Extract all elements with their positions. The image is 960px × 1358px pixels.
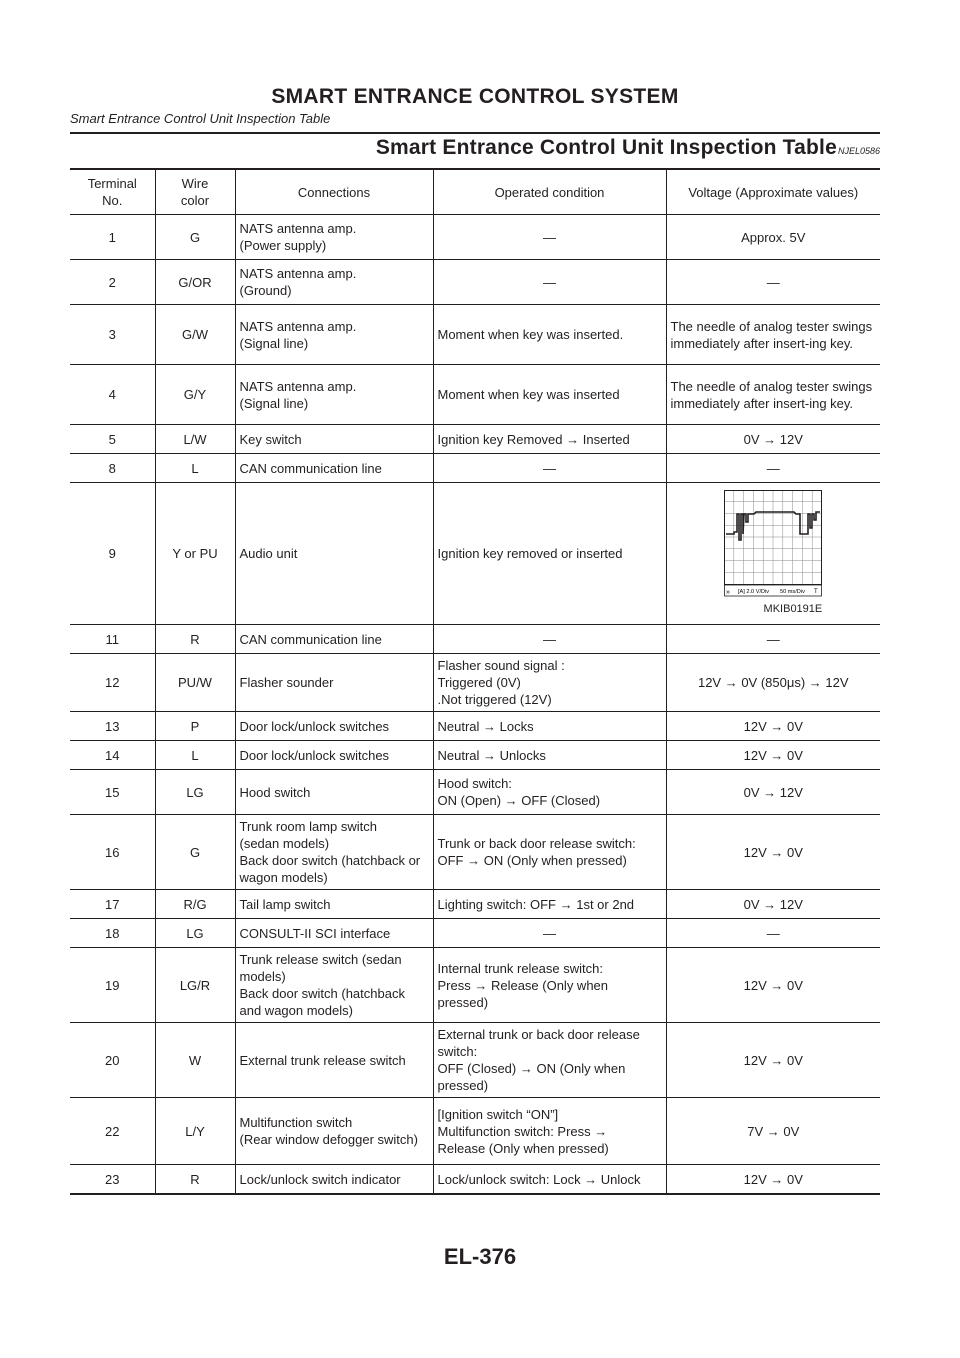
wire-color-cell: L [155,454,235,483]
wire-color-cell: L [155,741,235,770]
connection-cell: Audio unit [235,483,433,625]
inspection-table [70,170,880,1195]
voltage-cell: — [666,919,880,948]
wire-color-cell: LG/R [155,948,235,1023]
wire-color-cell: LG [155,919,235,948]
table-row [70,305,880,365]
connection-cell: Flasher sounder [235,654,433,712]
terminal-cell: 22 [70,1098,155,1165]
wire-color-cell: R/G [155,890,235,919]
voltage-cell: — [666,625,880,654]
table-row [70,770,880,815]
table-row [70,890,880,919]
terminal-cell: 11 [70,625,155,654]
column-header-wire-color: Wire color [155,170,235,215]
table-row [70,741,880,770]
connection-cell: Door lock/unlock switches [235,712,433,741]
condition-cell: External trunk or back door release switch: OFF (Closed) → ON (Only when pressed) [433,1023,666,1098]
terminal-cell: 5 [70,425,155,454]
page-header [70,84,880,127]
table-row [70,948,880,1023]
oscilloscope-screen [724,490,822,598]
condition-cell: Internal trunk release switch: Press → Release (Only when pressed) [433,948,666,1023]
connection-cell: Lock/unlock switch indicator [235,1165,433,1195]
wire-color-cell: G [155,815,235,890]
terminal-cell: 4 [70,365,155,425]
wire-color-cell: Y or PU [155,483,235,625]
condition-cell: Neutral → Unlocks [433,741,666,770]
connection-cell: Trunk release switch (sedan models) Back door switch (hatchback and wagon models) [235,948,433,1023]
connection-cell: NATS antenna amp. (Signal line) [235,305,433,365]
condition-cell: Moment when key was inserted. [433,305,666,365]
wire-color-cell: L/W [155,425,235,454]
condition-cell: — [433,260,666,305]
wire-color-cell: G/W [155,305,235,365]
condition-cell: Trunk or back door release switch: OFF → ON (Only when pressed) [433,815,666,890]
table-row [70,454,880,483]
section-subtitle: Smart Entrance Control Unit Inspection Table [70,111,331,126]
wire-color-cell: R [155,625,235,654]
table-row [70,625,880,654]
terminal-cell: 17 [70,890,155,919]
table-row [70,712,880,741]
terminal-cell: 14 [70,741,155,770]
table-row [70,425,880,454]
voltage-cell: 12V → 0V [666,1023,880,1098]
voltage-cell: 0V → 12V [666,770,880,815]
scope-voltage-division-label: [A] 2.0 V/Div [738,588,770,595]
voltage-cell: 12V → 0V [666,1165,880,1195]
condition-cell: Flasher sound signal : Triggered (0V) .Not triggered (12V) [433,654,666,712]
condition-cell: — [433,215,666,260]
terminal-cell: 13 [70,712,155,741]
voltage-cell: 12V → 0V [666,741,880,770]
connection-cell: NATS antenna amp. (Signal line) [235,365,433,425]
condition-cell: Lighting switch: OFF → 1st or 2nd [433,890,666,919]
terminal-cell: 8 [70,454,155,483]
wire-color-cell: G/OR [155,260,235,305]
condition-cell: — [433,919,666,948]
table-row [70,365,880,425]
voltage-cell: 0V → 12V [666,425,880,454]
wire-color-cell: G [155,215,235,260]
table-row [70,1165,880,1195]
column-header-connections: Connections [235,170,433,215]
scope-chevron-icon: » [726,588,731,596]
wire-color-cell: L/Y [155,1098,235,1165]
table-row [70,1023,880,1098]
oscilloscope-waveform-figure [724,490,822,618]
wire-color-cell: R [155,1165,235,1195]
terminal-cell: 12 [70,654,155,712]
connection-cell: Door lock/unlock switches [235,741,433,770]
table-body [70,215,880,1195]
figure-caption: MKIB0191E [763,602,823,615]
oscilloscope-cell [666,483,880,625]
voltage-cell: 12V → 0V [666,948,880,1023]
table-reference-code: NJEL0586 [837,146,880,156]
connection-cell: NATS antenna amp. (Ground) [235,260,433,305]
terminal-cell: 16 [70,815,155,890]
wire-color-cell: LG [155,770,235,815]
table-row [70,919,880,948]
connection-cell: NATS antenna amp. (Power supply) [235,215,433,260]
condition-cell: [Ignition switch “ON”] Multifunction switch: Press → Release (Only when pressed) [433,1098,666,1165]
connection-cell: Tail lamp switch [235,890,433,919]
connection-cell: Hood switch [235,770,433,815]
terminal-cell: 18 [70,919,155,948]
table-row [70,815,880,890]
table-header-row [70,170,880,215]
section-title: SMART ENTRANCE CONTROL SYSTEM [271,85,679,108]
wire-color-cell: G/Y [155,365,235,425]
condition-cell: — [433,454,666,483]
voltage-cell: — [666,260,880,305]
connection-cell: CAN communication line [235,454,433,483]
scope-trigger-marker: T [814,588,818,595]
connection-cell: Key switch [235,425,433,454]
voltage-cell: 12V → 0V [666,712,880,741]
scope-time-division-label: 50 ms/Div [780,588,806,595]
table-row [70,483,880,625]
table-row [70,1098,880,1165]
terminal-cell: 1 [70,215,155,260]
condition-cell: Moment when key was inserted [433,365,666,425]
column-header-terminal: Terminal No. [87,176,137,208]
condition-cell: Neutral → Locks [433,712,666,741]
header-rule [70,132,880,134]
wire-color-cell: W [155,1023,235,1098]
terminal-cell: 3 [70,305,155,365]
condition-cell: Ignition key removed or inserted [433,483,666,625]
voltage-cell: The needle of analog tester swings immediately after insert-ing key. [666,305,880,365]
voltage-cell: Approx. 5V [666,215,880,260]
table-title-row [70,136,880,160]
wire-color-cell: PU/W [155,654,235,712]
wire-color-cell: P [155,712,235,741]
condition-cell: Hood switch: ON (Open) → OFF (Closed) [433,770,666,815]
condition-cell: — [433,625,666,654]
terminal-cell: 19 [70,948,155,1023]
table-title: Smart Entrance Control Unit Inspection Table [375,136,837,159]
voltage-cell: The needle of analog tester swings immediately after insert-ing key. [666,365,880,425]
table-row [70,654,880,712]
connection-cell: CAN communication line [235,625,433,654]
terminal-cell: 2 [70,260,155,305]
voltage-cell: 12V → 0V (850μs) → 12V [666,654,880,712]
condition-cell: Ignition key Removed → Inserted [433,425,666,454]
condition-cell: Lock/unlock switch: Lock → Unlock [433,1165,666,1195]
voltage-cell: 7V → 0V [666,1098,880,1165]
table-row [70,260,880,305]
table-row [70,215,880,260]
connection-cell: CONSULT-II SCI interface [235,919,433,948]
terminal-cell: 23 [70,1165,155,1195]
voltage-cell: 12V → 0V [666,815,880,890]
connection-cell: Trunk room lamp switch (sedan models) Back door switch (hatchback or wagon models) [235,815,433,890]
terminal-cell: 9 [70,483,155,625]
connection-cell: External trunk release switch [235,1023,433,1098]
column-header-voltage: Voltage (Approximate values) [666,170,880,215]
column-header-condition: Operated condition [433,170,666,215]
voltage-cell: — [666,454,880,483]
terminal-cell: 20 [70,1023,155,1098]
terminal-cell: 15 [70,770,155,815]
page-number: EL-376 [443,1244,517,1269]
connection-cell: Multifunction switch (Rear window defogger switch) [235,1098,433,1165]
voltage-cell: 0V → 12V [666,890,880,919]
